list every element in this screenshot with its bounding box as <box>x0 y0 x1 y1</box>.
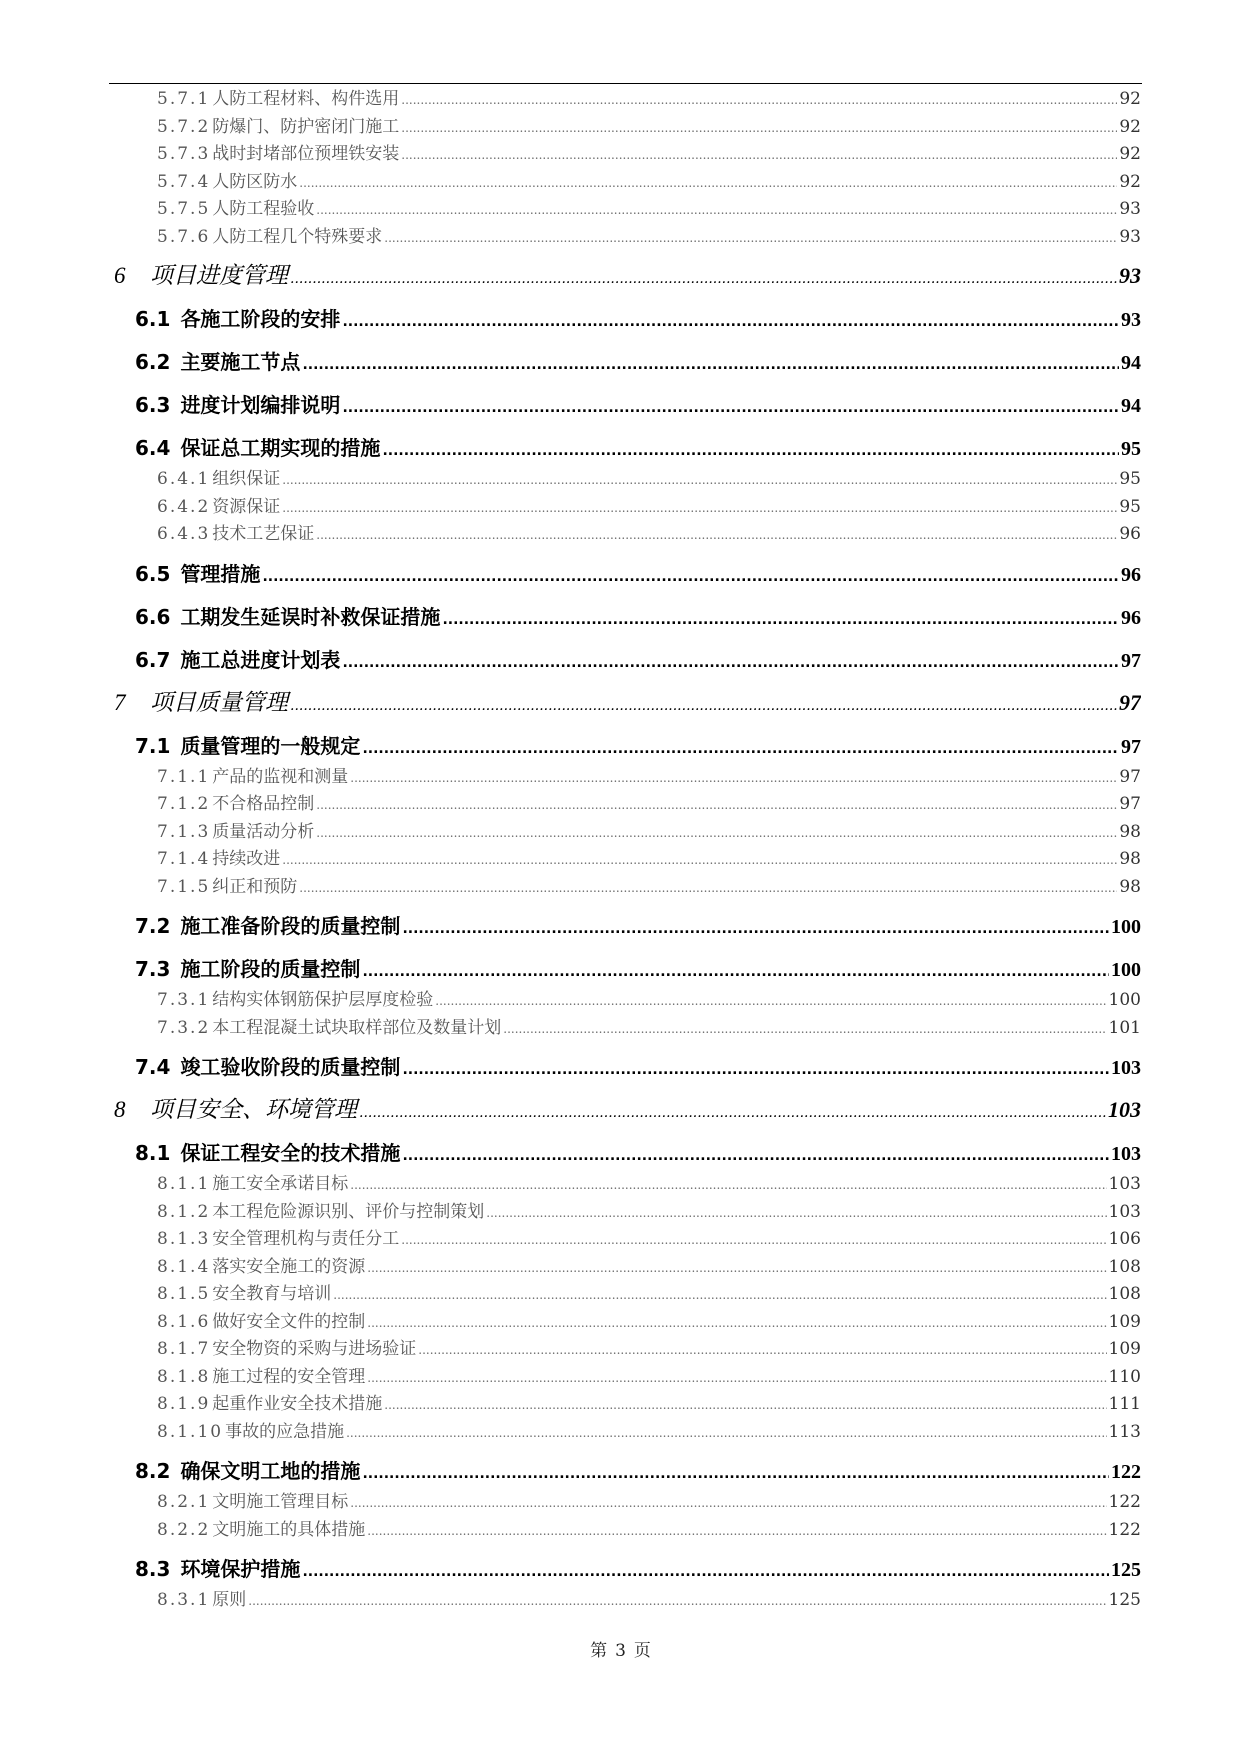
toc-entry-number: 8.1.8 <box>157 1366 211 1387</box>
toc-entry-page: 100 <box>1108 990 1141 1010</box>
toc-section-entry[interactable] <box>110 1128 1141 1171</box>
toc-dot-leader <box>367 1365 1106 1392</box>
toc-entry-page: 103 <box>1108 1201 1141 1222</box>
toc-entry-title: 施工过程的安全管理 <box>212 1366 366 1387</box>
toc-entry-title: 施工安全承诺目标 <box>212 1174 349 1194</box>
toc-entry-number: 8.3 <box>135 1557 171 1581</box>
toc-entry-title: 质量管理的一般规定 <box>180 733 361 758</box>
toc-entry-page: 95 <box>1119 496 1141 517</box>
toc-dot-leader <box>346 1420 1106 1447</box>
toc-subsection-entry[interactable] <box>110 521 1141 549</box>
toc-entry-title: 安全教育与培训 <box>212 1284 332 1304</box>
toc-entry-title: 确保文明工地的措施 <box>180 1459 361 1483</box>
toc-dot-leader <box>282 495 1117 522</box>
toc-dot-leader <box>290 254 1117 294</box>
toc-entry-number: 7.3.2 <box>157 1017 211 1038</box>
toc-dot-leader <box>333 1282 1106 1309</box>
toc-entry-number: 5.7.1 <box>157 89 211 109</box>
toc-subsection-entry[interactable] <box>110 1364 1141 1392</box>
toc-entry-page: 109 <box>1108 1311 1141 1332</box>
toc-dot-leader <box>418 1337 1106 1364</box>
toc-dot-leader <box>384 225 1117 252</box>
toc-dot-leader <box>290 681 1117 721</box>
toc-subsection-entry[interactable] <box>110 1171 1141 1199</box>
toc-dot-leader <box>503 1016 1106 1043</box>
toc-dot-leader <box>350 1172 1106 1199</box>
toc-entry-title: 项目进度管理 <box>150 263 288 289</box>
toc-dot-leader <box>362 947 1109 987</box>
toc-entry-number: 6 <box>114 263 126 288</box>
toc-chapter-entry[interactable] <box>110 678 1141 721</box>
toc-subsection-entry[interactable] <box>110 1336 1141 1364</box>
toc-dot-leader <box>402 1045 1109 1085</box>
toc-entry-page: 97 <box>1121 735 1141 758</box>
toc-entry-number: 8.1.5 <box>157 1284 211 1304</box>
toc-entry-number: 7.1.5 <box>157 876 211 897</box>
toc-entry-number: 7.1.3 <box>157 821 211 842</box>
toc-dot-leader <box>402 1131 1109 1171</box>
toc-entry-number: 7.1.2 <box>157 794 211 814</box>
toc-entry-page: 92 <box>1119 171 1141 192</box>
toc-entry-page: 93 <box>1121 309 1141 331</box>
toc-entry-page: 122 <box>1111 1461 1141 1483</box>
toc-dot-leader <box>367 1518 1106 1545</box>
toc-dot-leader <box>401 115 1117 142</box>
toc-entry-title: 主要施工节点 <box>180 350 301 374</box>
toc-subsection-entry[interactable] <box>110 874 1141 902</box>
toc-subsection-entry[interactable] <box>110 1226 1141 1254</box>
toc-entry-title: 施工准备阶段的质量控制 <box>180 914 401 938</box>
toc-entry-number: 5.7.4 <box>157 171 211 192</box>
toc-entry-number: 8 <box>114 1097 126 1122</box>
toc-entry-page: 106 <box>1108 1229 1141 1249</box>
toc-entry-number: 6.7 <box>135 647 171 672</box>
toc-entry-number: 8.1.1 <box>157 1174 211 1194</box>
toc-entry-number: 7.1.1 <box>157 766 211 787</box>
toc-entry-page: 94 <box>1121 352 1141 374</box>
toc-entry-page: 98 <box>1119 876 1141 897</box>
toc-dot-leader <box>299 170 1117 197</box>
toc-entry-page: 97 <box>1119 689 1141 715</box>
toc-entry-page: 92 <box>1119 116 1141 137</box>
toc-entry-title: 人防工程验收 <box>212 199 315 219</box>
toc-dot-leader <box>342 638 1119 678</box>
toc-entry-page: 100 <box>1111 959 1141 981</box>
toc-dot-leader <box>362 724 1119 764</box>
toc-entry-title: 持续改进 <box>212 849 281 869</box>
toc-entry-title: 项目质量管理 <box>150 689 288 716</box>
toc-entry-page: 125 <box>1108 1590 1141 1610</box>
toc-section-entry[interactable] <box>110 294 1141 337</box>
toc-section-entry[interactable] <box>110 635 1141 678</box>
toc-entry-title: 事故的应急措施 <box>225 1421 345 1442</box>
toc-entry-number: 8.2 <box>135 1459 171 1483</box>
toc-entry-number: 7 <box>114 689 126 715</box>
toc-subsection-entry[interactable] <box>110 86 1141 114</box>
toc-entry-number: 7.1 <box>135 733 171 758</box>
toc-subsection-entry[interactable] <box>110 1391 1141 1419</box>
toc-dot-leader <box>401 142 1117 169</box>
toc-entry-title: 项目安全、环境管理 <box>150 1097 357 1123</box>
toc-entry-page: 97 <box>1119 794 1141 814</box>
toc-dot-leader <box>316 820 1117 847</box>
toc-entry-number: 5.7.5 <box>157 199 211 219</box>
toc-dot-leader <box>316 792 1117 819</box>
toc-entry-number: 8.3.1 <box>157 1590 211 1610</box>
toc-entry-page: 108 <box>1108 1284 1141 1304</box>
toc-entry-number: 6.4 <box>135 436 171 460</box>
toc-entry-number: 8.2.2 <box>157 1519 211 1540</box>
toc-entry-title: 纠正和预防 <box>212 876 298 897</box>
toc-entry-page: 95 <box>1121 438 1141 460</box>
toc-section-entry[interactable] <box>110 423 1141 466</box>
toc-entry-title: 原则 <box>212 1590 247 1610</box>
toc-entry-page: 93 <box>1119 263 1141 288</box>
toc-entry-page: 97 <box>1121 649 1141 672</box>
toc-entry-title: 施工总进度计划表 <box>180 647 341 672</box>
toc-entry-page: 97 <box>1119 766 1141 787</box>
toc-entry-page: 94 <box>1121 395 1141 417</box>
toc-subsection-entry[interactable] <box>110 1309 1141 1337</box>
toc-dot-leader <box>248 1588 1106 1615</box>
toc-entry-number: 7.4 <box>135 1055 171 1079</box>
toc-entry-page: 92 <box>1119 144 1141 164</box>
toc-subsection-entry[interactable] <box>110 1517 1141 1545</box>
toc-section-entry[interactable] <box>110 1446 1141 1489</box>
toc-subsection-entry[interactable] <box>110 791 1141 819</box>
toc-chapter-entry[interactable] <box>110 251 1141 294</box>
toc-entry-number: 8.1.7 <box>157 1339 211 1359</box>
toc-dot-leader <box>359 1088 1106 1128</box>
toc-entry-title: 技术工艺保证 <box>212 524 315 544</box>
toc-entry-page: 109 <box>1108 1339 1141 1359</box>
footer-suffix: 页 <box>633 1641 651 1661</box>
toc-entry-number: 7.3.1 <box>157 990 211 1010</box>
toc-subsection-entry[interactable] <box>110 224 1141 252</box>
toc-entry-number: 7.1.4 <box>157 849 211 869</box>
toc-subsection-entry[interactable] <box>110 1015 1141 1043</box>
toc-entry-number: 8.1.3 <box>157 1229 211 1249</box>
toc-entry-title: 本工程危险源识别、评价与控制策划 <box>212 1201 485 1222</box>
toc-entry-page: 122 <box>1108 1519 1141 1540</box>
toc-dot-leader <box>316 197 1117 224</box>
toc-subsection-entry[interactable] <box>110 114 1141 142</box>
toc-dot-leader <box>442 595 1119 635</box>
toc-dot-leader <box>435 988 1106 1015</box>
toc-subsection-entry[interactable] <box>110 846 1141 874</box>
toc-subsection-entry[interactable] <box>110 1281 1141 1309</box>
toc-entry-title: 落实安全施工的资源 <box>212 1256 366 1277</box>
toc-dot-leader <box>302 340 1119 380</box>
toc-dot-leader <box>342 297 1119 337</box>
toc-section-entry[interactable] <box>110 944 1141 987</box>
toc-subsection-entry[interactable] <box>110 494 1141 522</box>
toc-entry-title: 结构实体钢筋保护层厚度检验 <box>212 990 434 1010</box>
toc-subsection-entry[interactable] <box>110 466 1141 494</box>
toc-entry-number: 5.7.2 <box>157 116 211 137</box>
toc-entry-number: 6.4.1 <box>157 469 211 489</box>
toc-section-entry[interactable] <box>110 380 1141 423</box>
toc-entry-title: 资源保证 <box>212 496 281 517</box>
toc-entry-title: 人防区防水 <box>212 171 298 192</box>
toc-entry-page: 98 <box>1119 821 1141 842</box>
toc-entry-number: 7.3 <box>135 957 171 981</box>
toc-entry-title: 工期发生延误时补救保证措施 <box>180 604 441 629</box>
toc-entry-page: 111 <box>1108 1394 1141 1414</box>
toc-dot-leader <box>342 383 1119 423</box>
toc-entry-page: 122 <box>1108 1492 1141 1512</box>
toc-entry-number: 8.1.10 <box>157 1421 224 1442</box>
toc-subsection-entry[interactable] <box>110 987 1141 1015</box>
toc-entry-number: 8.1.4 <box>157 1256 211 1277</box>
toc-dot-leader <box>367 1310 1106 1337</box>
toc-entry-title: 做好安全文件的控制 <box>212 1311 366 1332</box>
toc-entry-title: 本工程混凝土试块取样部位及数量计划 <box>212 1017 502 1038</box>
toc-entry-title: 防爆门、防护密闭门施工 <box>212 116 400 137</box>
toc-entry-title: 竣工验收阶段的质量控制 <box>180 1055 401 1079</box>
toc-subsection-entry[interactable] <box>110 1419 1141 1447</box>
toc-entry-page: 96 <box>1121 563 1141 586</box>
toc-chapter-entry[interactable] <box>110 1085 1141 1128</box>
toc-entry-page: 108 <box>1108 1256 1141 1277</box>
toc-dot-leader <box>350 1490 1106 1517</box>
toc-entry-number: 6.1 <box>135 307 171 331</box>
toc-entry-page: 96 <box>1121 606 1141 629</box>
toc-entry-page: 98 <box>1119 849 1141 869</box>
toc-subsection-entry[interactable] <box>110 1587 1141 1615</box>
toc-subsection-entry[interactable] <box>110 169 1141 197</box>
toc-section-entry[interactable] <box>110 592 1141 635</box>
toc-dot-leader <box>282 467 1117 494</box>
toc-entry-title: 保证工程安全的技术措施 <box>180 1141 401 1165</box>
toc-entry-number: 8.1.2 <box>157 1201 211 1222</box>
toc-entry-title: 不合格品控制 <box>212 794 315 814</box>
toc-entry-page: 100 <box>1111 916 1141 938</box>
toc-entry-title: 安全物资的采购与进场验证 <box>212 1339 417 1359</box>
toc-entry-page: 103 <box>1108 1097 1141 1122</box>
toc-section-entry[interactable] <box>110 1042 1141 1085</box>
toc-dot-leader <box>282 847 1117 874</box>
toc-entry-title: 战时封堵部位预埋铁安装 <box>212 144 400 164</box>
toc-dot-leader <box>384 1392 1106 1419</box>
toc-entry-number: 6.2 <box>135 350 171 374</box>
toc-entry-page: 103 <box>1108 1174 1141 1194</box>
toc-entry-title: 人防工程材料、构件选用 <box>212 89 400 109</box>
toc-dot-leader <box>401 87 1117 114</box>
toc-subsection-entry[interactable] <box>110 1254 1141 1282</box>
toc-entry-page: 93 <box>1119 199 1141 219</box>
toc-subsection-entry[interactable] <box>110 764 1141 792</box>
toc-entry-number: 6.4.2 <box>157 496 211 517</box>
toc-entry-page: 95 <box>1119 469 1141 489</box>
toc-entry-page: 103 <box>1111 1057 1141 1079</box>
toc-entry-number: 7.2 <box>135 914 171 938</box>
table-of-contents <box>110 86 1141 1615</box>
toc-entry-number: 8.1.6 <box>157 1311 211 1332</box>
toc-entry-page: 125 <box>1111 1559 1141 1581</box>
toc-dot-leader <box>486 1200 1106 1227</box>
toc-dot-leader <box>382 426 1119 466</box>
toc-section-entry[interactable] <box>110 901 1141 944</box>
toc-entry-title: 管理措施 <box>180 561 261 586</box>
toc-entry-page: 110 <box>1108 1366 1141 1387</box>
toc-subsection-entry[interactable] <box>110 141 1141 169</box>
toc-dot-leader <box>362 1449 1109 1489</box>
toc-entry-title: 进度计划编排说明 <box>180 393 341 417</box>
toc-dot-leader <box>262 552 1119 592</box>
toc-dot-leader <box>299 875 1117 902</box>
toc-entry-title: 组织保证 <box>212 469 281 489</box>
toc-entry-number: 6.3 <box>135 393 171 417</box>
toc-section-entry[interactable] <box>110 1544 1141 1587</box>
toc-entry-number: 8.1 <box>135 1141 171 1165</box>
toc-entry-title: 施工阶段的质量控制 <box>180 957 361 981</box>
toc-section-entry[interactable] <box>110 549 1141 592</box>
toc-section-entry[interactable] <box>110 337 1141 380</box>
toc-entry-number: 6.4.3 <box>157 524 211 544</box>
toc-dot-leader <box>316 522 1117 549</box>
toc-entry-title: 人防工程几个特殊要求 <box>212 226 383 247</box>
footer-prefix: 第 <box>590 1641 608 1661</box>
toc-entry-title: 文明施工管理目标 <box>212 1492 349 1512</box>
toc-entry-number: 8.1.9 <box>157 1394 211 1414</box>
toc-entry-number: 6.6 <box>135 604 171 629</box>
toc-entry-title: 各施工阶段的安排 <box>180 307 341 331</box>
toc-subsection-entry[interactable] <box>110 1489 1141 1517</box>
toc-entry-page: 93 <box>1119 226 1141 247</box>
toc-entry-page: 101 <box>1108 1017 1141 1038</box>
footer-page-number: 3 <box>615 1641 626 1661</box>
toc-entry-number: 5.7.6 <box>157 226 211 247</box>
toc-entry-title: 起重作业安全技术措施 <box>212 1394 383 1414</box>
toc-dot-leader <box>350 765 1117 792</box>
toc-dot-leader <box>367 1255 1106 1282</box>
toc-section-entry[interactable] <box>110 721 1141 764</box>
toc-subsection-entry[interactable] <box>110 1199 1141 1227</box>
toc-entry-title: 保证总工期实现的措施 <box>180 436 381 460</box>
toc-entry-title: 安全管理机构与责任分工 <box>212 1229 400 1249</box>
toc-entry-title: 文明施工的具体措施 <box>212 1519 366 1540</box>
toc-entry-number: 8.2.1 <box>157 1492 211 1512</box>
toc-entry-title: 环境保护措施 <box>180 1557 301 1581</box>
toc-entry-page: 96 <box>1119 524 1141 544</box>
toc-entry-page: 92 <box>1119 89 1141 109</box>
header-rule <box>109 83 1142 84</box>
page-footer <box>0 1636 1241 1661</box>
toc-dot-leader <box>302 1547 1109 1587</box>
toc-entry-number: 6.5 <box>135 561 171 586</box>
toc-subsection-entry[interactable] <box>110 196 1141 224</box>
toc-entry-page: 113 <box>1108 1421 1141 1442</box>
toc-entry-title: 产品的监视和测量 <box>212 766 349 787</box>
toc-entry-number: 5.7.3 <box>157 144 211 164</box>
toc-entry-page: 103 <box>1111 1143 1141 1165</box>
toc-dot-leader <box>402 904 1109 944</box>
toc-subsection-entry[interactable] <box>110 819 1141 847</box>
toc-entry-title: 质量活动分析 <box>212 821 315 842</box>
toc-dot-leader <box>401 1227 1106 1254</box>
